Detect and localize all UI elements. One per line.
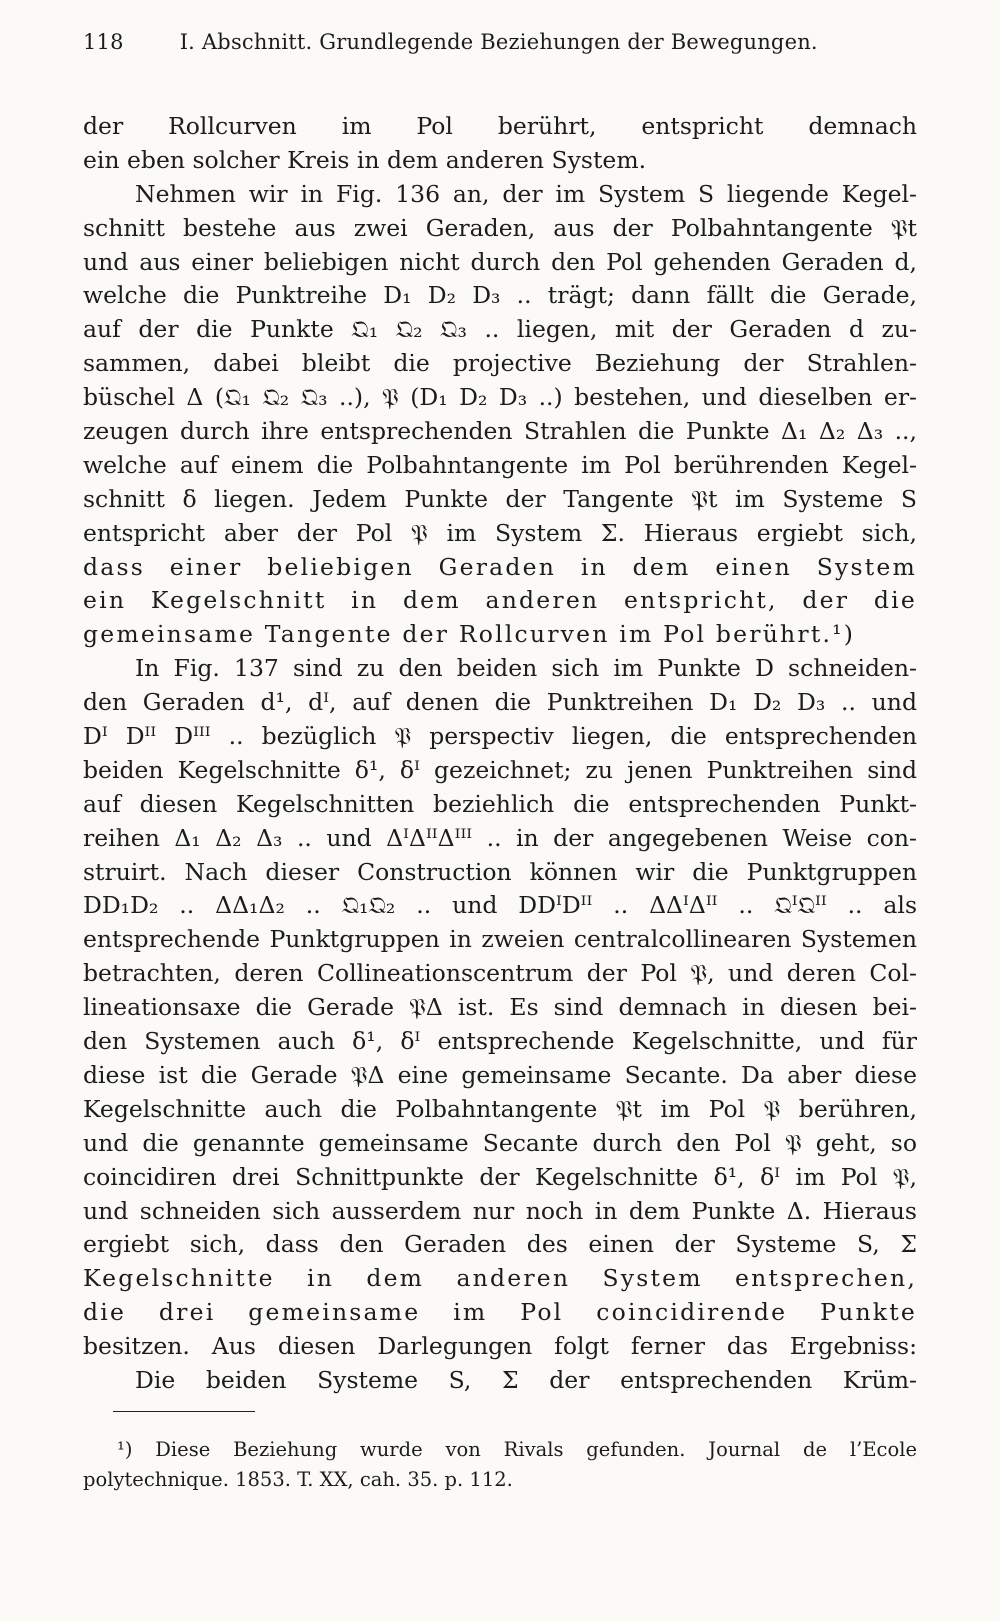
text-line: ein Kegelschnitt in dem anderen entspricht, der die <box>83 586 917 615</box>
footnote <box>83 1435 917 1495</box>
text-line: entsprechende Punktgruppen in zweien centralcollinearen Systemen <box>83 925 917 954</box>
running-header <box>83 30 917 70</box>
text-line: der Rollcurven im Pol berührt, entspricht demnach <box>83 112 917 140</box>
text-line: dass einer beliebigen Geraden in dem einen System <box>83 552 917 581</box>
text-line: Dᴵ Dᴵᴵ Dᴵᴵᴵ .. bezüglich 𝔓 perspectiv liegen, die entsprechenden <box>83 722 917 751</box>
text-line: diese ist die Gerade 𝔓Δ eine gemeinsame Secante. Da aber diese <box>83 1060 917 1089</box>
text-line: betrachten, deren Collineationscentrum der Pol 𝔓, und deren Col- <box>83 959 917 988</box>
footnote-line: ¹) Diese Beziehung wurde von Rivals gefunden. Journal de l’Ecole <box>117 1438 917 1461</box>
text-line: sammen, dabei bleibt die projective Beziehung der Strahlen- <box>83 349 917 378</box>
text-line: welche auf einem die Polbahntangente im Pol berührenden Kegel- <box>83 450 917 479</box>
text-line: gemeinsame Tangente der Rollcurven im Pol berührt.¹) <box>83 620 856 649</box>
book-page <box>83 30 917 1398</box>
text-line: beiden Kegelschnitte δ¹, δᴵ gezeichnet; zu jenen Punktreihen sind <box>83 755 917 784</box>
text-line: welche die Punktreihe D₁ D₂ D₃ .. trägt; dann fällt die Gerade, <box>83 281 917 310</box>
text-line: büschel Δ (𝔔₁ 𝔔₂ 𝔔₃ ..), 𝔓 (D₁ D₂ D₃ ..) bestehen, und dieselben er- <box>83 383 917 412</box>
body-text <box>83 110 917 1398</box>
text-line: und die genannte gemeinsame Secante durch den Pol 𝔓 geht, so <box>83 1128 917 1157</box>
text-line: besitzen. Aus diesen Darlegungen folgt ferner das Ergebniss: <box>83 1332 917 1361</box>
text-line: entspricht aber der Pol 𝔓 im System Σ. Hieraus ergiebt sich, <box>83 518 917 547</box>
text-line: und aus einer beliebigen nicht durch den Pol gehenden Geraden d, <box>83 247 917 276</box>
text-line: ergiebt sich, dass den Geraden des einen der Systeme S, Σ <box>83 1230 917 1259</box>
footnote-rule <box>113 1411 255 1412</box>
text-line: reihen Δ₁ Δ₂ Δ₃ .. und ΔᴵΔᴵᴵΔᴵᴵᴵ .. in der angegebenen Weise con- <box>83 823 917 852</box>
text-line: auf diesen Kegelschnitten beziehlich die entsprechenden Punkt- <box>83 789 917 818</box>
text-line: Kegelschnitte in dem anderen System entsprechen, <box>83 1264 917 1293</box>
text-line: Die beiden Systeme S, Σ der entsprechenden Krüm- <box>135 1365 917 1394</box>
text-line: coincidiren drei Schnittpunkte der Kegelschnitte δ¹, δᴵ im Pol 𝔓, <box>83 1162 917 1191</box>
text-line: Kegelschnitte auch die Polbahntangente 𝔓t im Pol 𝔓 berühren, <box>83 1094 917 1123</box>
running-title: I. Abschnitt. Grundlegende Beziehungen der Bewegungen. <box>179 30 818 54</box>
text-line: schnitt δ liegen. Jedem Punkte der Tangente 𝔓t im Systeme S <box>83 484 917 513</box>
text-line: schnitt bestehe aus zwei Geraden, aus der Polbahntangente 𝔓t <box>83 213 917 242</box>
text-line: Nehmen wir in Fig. 136 an, der im System S liegende Kegel- <box>135 179 917 208</box>
page-number: 118 <box>83 30 124 54</box>
text-line: struirt. Nach dieser Construction können wir die Punktgruppen <box>83 857 917 886</box>
text-line: DD₁D₂ .. ΔΔ₁Δ₂ .. 𝔔₁𝔔₂ .. und DDᴵDᴵᴵ .. ΔΔᴵΔᴵᴵ .. 𝔔ᴵ𝔔ᴵᴵ .. als <box>83 891 917 920</box>
text-line: und schneiden sich ausserdem nur noch in dem Punkte Δ. Hieraus <box>83 1196 917 1225</box>
footnote-line: polytechnique. 1853. T. XX, cah. 35. p. 112. <box>83 1468 513 1491</box>
text-line: den Geraden d¹, dᴵ, auf denen die Punktreihen D₁ D₂ D₃ .. und <box>83 688 917 717</box>
text-line: zeugen durch ihre entsprechenden Strahlen die Punkte Δ₁ Δ₂ Δ₃ .., <box>83 417 917 446</box>
text-line: die drei gemeinsame im Pol coincidirende Punkte <box>83 1298 917 1327</box>
text-line: In Fig. 137 sind zu den beiden sich im Punkte D schneiden- <box>135 654 917 683</box>
text-line: auf der die Punkte 𝔔₁ 𝔔₂ 𝔔₃ .. liegen, mit der Geraden d zu- <box>83 315 917 344</box>
text-line: den Systemen auch δ¹, δᴵ entsprechende Kegelschnitte, und für <box>83 1027 917 1056</box>
text-line: lineationsaxe die Gerade 𝔓Δ ist. Es sind demnach in diesen bei- <box>83 993 917 1022</box>
text-line: ein eben solcher Kreis in dem anderen System. <box>83 145 647 174</box>
